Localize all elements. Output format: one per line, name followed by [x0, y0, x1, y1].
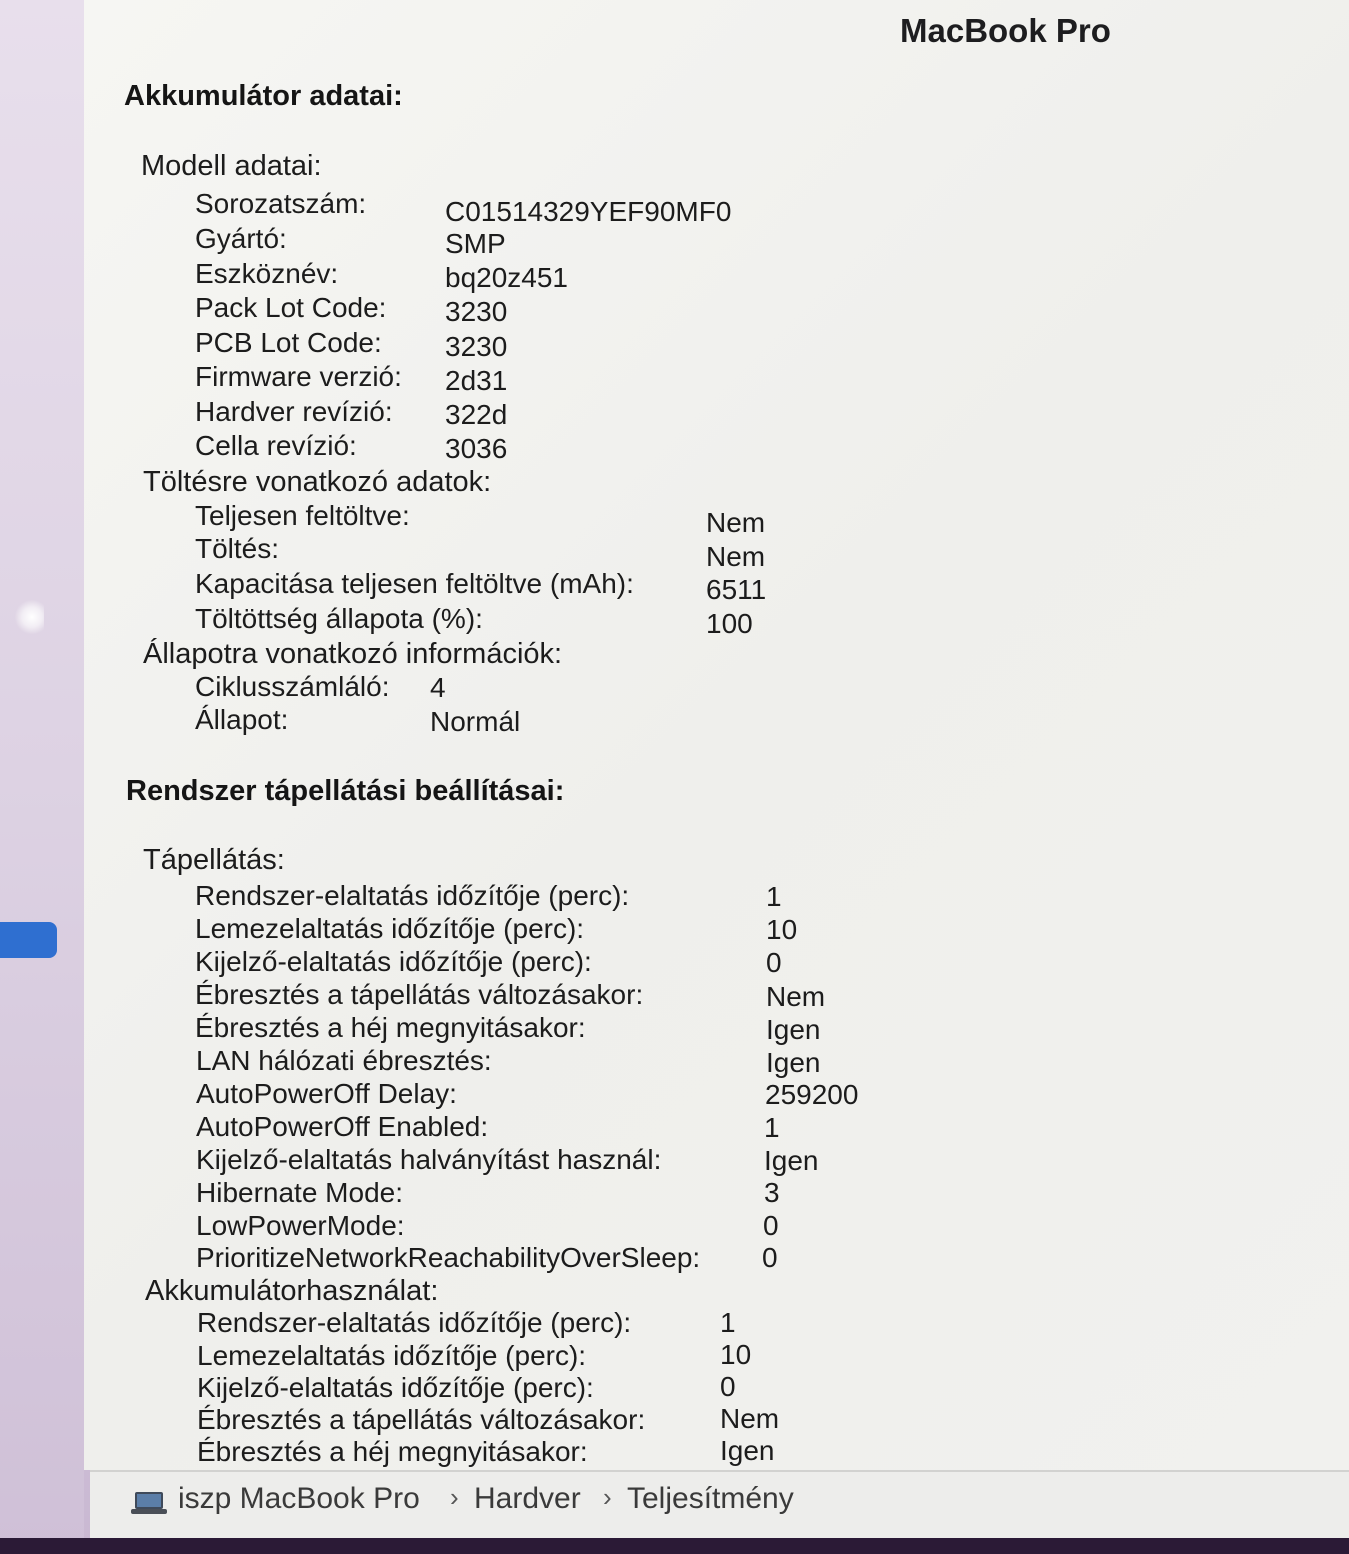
ac-value: 0: [763, 1210, 779, 1241]
charge-heading: Töltésre vonatkozó adatok:: [143, 466, 492, 498]
chevron-right-icon: ›: [603, 1482, 612, 1512]
window-bottom-edge: [0, 1538, 1349, 1554]
charge-label: Töltés:: [195, 533, 280, 564]
ac-label: Ébresztés a héj megnyitásakor:: [195, 1012, 586, 1043]
laptop-icon: [130, 1490, 168, 1516]
charge-value: Nem: [706, 541, 766, 572]
battery-use-label: Ébresztés a héj megnyitásakor:: [197, 1436, 588, 1467]
ac-value: Igen: [766, 1047, 821, 1078]
battery-use-label: Ébresztés a tápellátás változásakor:: [197, 1404, 646, 1435]
ac-label: Kijelző-elaltatás halványítást használ:: [196, 1144, 662, 1175]
battery-use-value: 10: [720, 1339, 752, 1370]
ac-value: Igen: [766, 1014, 821, 1045]
model-value: 2d31: [445, 365, 508, 396]
ac-label: LowPowerMode:: [196, 1210, 405, 1241]
chevron-right-icon: ›: [450, 1482, 459, 1512]
model-label: PCB Lot Code:: [195, 327, 382, 358]
health-value: Normál: [430, 706, 521, 737]
ac-label: AutoPowerOff Delay:: [196, 1078, 457, 1109]
ac-value: 10: [766, 914, 798, 945]
ac-label: Hibernate Mode:: [196, 1177, 404, 1208]
model-heading: Modell adatai:: [141, 150, 322, 182]
battery-use-label: Lemezelaltatás időzítője (perc):: [197, 1340, 587, 1371]
model-label: Gyártó:: [195, 223, 287, 254]
ac-value: 1: [764, 1112, 780, 1143]
power-heading: Rendszer tápellátási beállításai:: [126, 775, 565, 807]
window-title: MacBook Pro: [900, 12, 1111, 49]
model-label: Firmware verzió:: [195, 361, 402, 392]
ac-value: 3: [764, 1177, 780, 1208]
health-value: 4: [430, 672, 446, 703]
battery-use-value: Nem: [720, 1403, 780, 1434]
battery-use-value: 0: [720, 1371, 736, 1402]
ac-label: Lemezelaltatás időzítője (perc):: [195, 913, 585, 944]
ac-label: Ébresztés a tápellátás változásakor:: [195, 979, 644, 1010]
model-label: Pack Lot Code:: [195, 292, 387, 323]
pathbar-item-computer[interactable]: iszp MacBook Pro: [178, 1482, 420, 1515]
model-value: 3230: [445, 296, 508, 327]
ac-heading: Tápellátás:: [143, 844, 285, 876]
ac-label: Kijelző-elaltatás időzítője (perc):: [195, 946, 592, 977]
battery-use-label: Kijelző-elaltatás időzítője (perc):: [197, 1372, 594, 1403]
health-heading: Állapotra vonatkozó információk:: [143, 638, 563, 670]
model-label: Cella revízió:: [195, 430, 357, 461]
pathbar-item-performance[interactable]: Teljesítmény: [627, 1482, 794, 1515]
charge-value: Nem: [706, 507, 766, 538]
model-value: 322d: [445, 399, 508, 430]
battery-use-value: 1: [720, 1307, 736, 1338]
model-value: 3230: [445, 331, 508, 362]
pathbar-item-hardware[interactable]: Hardver: [474, 1482, 581, 1515]
sidebar: [0, 0, 84, 1554]
battery-use-label: Rendszer-elaltatás időzítője (perc):: [197, 1307, 632, 1338]
battery-use-value: Igen: [720, 1435, 775, 1466]
charge-label: Töltöttség állapota (%):: [195, 603, 483, 634]
ac-value: Igen: [764, 1145, 819, 1176]
model-value: bq20z451: [445, 262, 569, 293]
model-value: 3036: [445, 433, 508, 464]
ac-label: Rendszer-elaltatás időzítője (perc):: [195, 880, 630, 911]
model-label: Eszköznév:: [195, 258, 339, 289]
ac-value: 1: [766, 881, 782, 912]
ac-value: 0: [762, 1242, 778, 1273]
model-value: SMP: [445, 228, 506, 259]
ac-label: AutoPowerOff Enabled:: [196, 1111, 489, 1142]
charge-value: 100: [706, 608, 753, 639]
ac-value: Nem: [766, 981, 826, 1012]
charge-label: Kapacitása teljesen feltöltve (mAh):: [195, 568, 634, 599]
ac-label: PrioritizeNetworkReachabilityOverSleep:: [196, 1242, 701, 1273]
sidebar-selected-item[interactable]: [0, 922, 57, 958]
health-label: Állapot:: [195, 704, 289, 735]
sidebar-highlight: [14, 600, 44, 634]
ac-label: LAN hálózati ébresztés:: [196, 1045, 492, 1076]
ac-value: 0: [766, 947, 782, 978]
charge-label: Teljesen feltöltve:: [195, 500, 410, 531]
health-label: Ciklusszámláló:: [195, 671, 390, 702]
ac-value: 259200: [765, 1079, 859, 1110]
charge-value: 6511: [706, 574, 767, 605]
battery-use-heading: Akkumulátorhasználat:: [145, 1275, 439, 1307]
battery-heading: Akkumulátor adatai:: [124, 80, 403, 112]
model-value: C01514329YEF90MF0: [445, 196, 732, 227]
model-label: Sorozatszám:: [195, 188, 367, 219]
model-label: Hardver revízió:: [195, 396, 393, 427]
